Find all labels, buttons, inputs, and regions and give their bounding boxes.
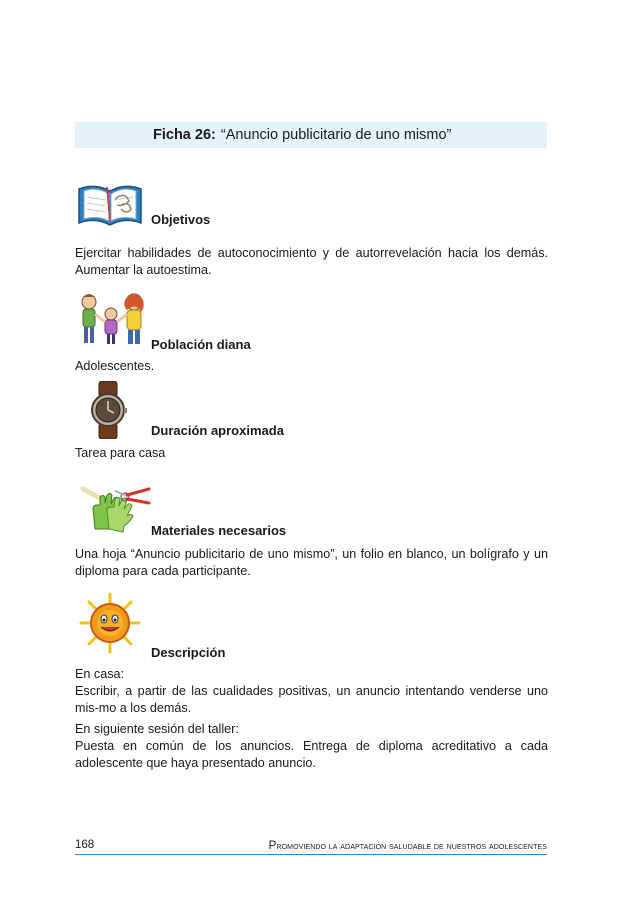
section-heading-descripcion: Descripción [151, 645, 226, 660]
footer-rule [75, 854, 547, 855]
section-heading-materiales: Materiales necesarios [151, 523, 287, 538]
open-book-icon [75, 181, 145, 229]
section-heading-poblacion: Población diana [151, 337, 251, 352]
page-title [75, 122, 547, 148]
running-footer-rest: romoviendo la adaptación saludable de nuestros adolescentes [276, 841, 547, 852]
running-footer-initial: P [268, 840, 277, 852]
page-number: 168 [75, 839, 95, 851]
family-group-icon [77, 292, 149, 348]
gloves-scissors-icon [79, 485, 153, 533]
smiling-sun-icon [79, 592, 141, 654]
descripcion-en-casa-label: En casa: [75, 667, 125, 681]
wristwatch-icon [88, 381, 128, 439]
duracion-text: Tarea para casa [75, 446, 166, 460]
worksheet-number: Ficha 26: [153, 127, 216, 143]
running-footer-title [269, 840, 547, 852]
section-heading-duracion: Duración aproximada [151, 423, 284, 438]
objetivos-text: Ejercitar habilidades de autoconocimiento y de autorrevelación hacia los demás. Aumentar la autoestima. [75, 246, 548, 277]
materiales-text: Una hoja “Anuncio publicitario de uno mismo”, un folio en blanco, un bolígrafo y un diploma para cada participante. [75, 547, 548, 578]
worksheet-title: “Anuncio publicitario de uno mismo” [220, 127, 452, 143]
descripcion-en-casa-text: Escribir, a partir de las cualidades positivas, un anuncio intentando venderse uno mis-mo a los demás. [75, 684, 548, 715]
descripcion-taller-label: En siguiente sesión del taller: [75, 722, 239, 736]
descripcion-taller-text: Puesta en común de los anuncios. Entrega de diploma acreditativo a cada adolescente que haya presentado anuncio. [75, 739, 548, 770]
section-heading-objetivos: Objetivos [151, 212, 211, 227]
poblacion-text: Adolescentes. [75, 359, 155, 373]
